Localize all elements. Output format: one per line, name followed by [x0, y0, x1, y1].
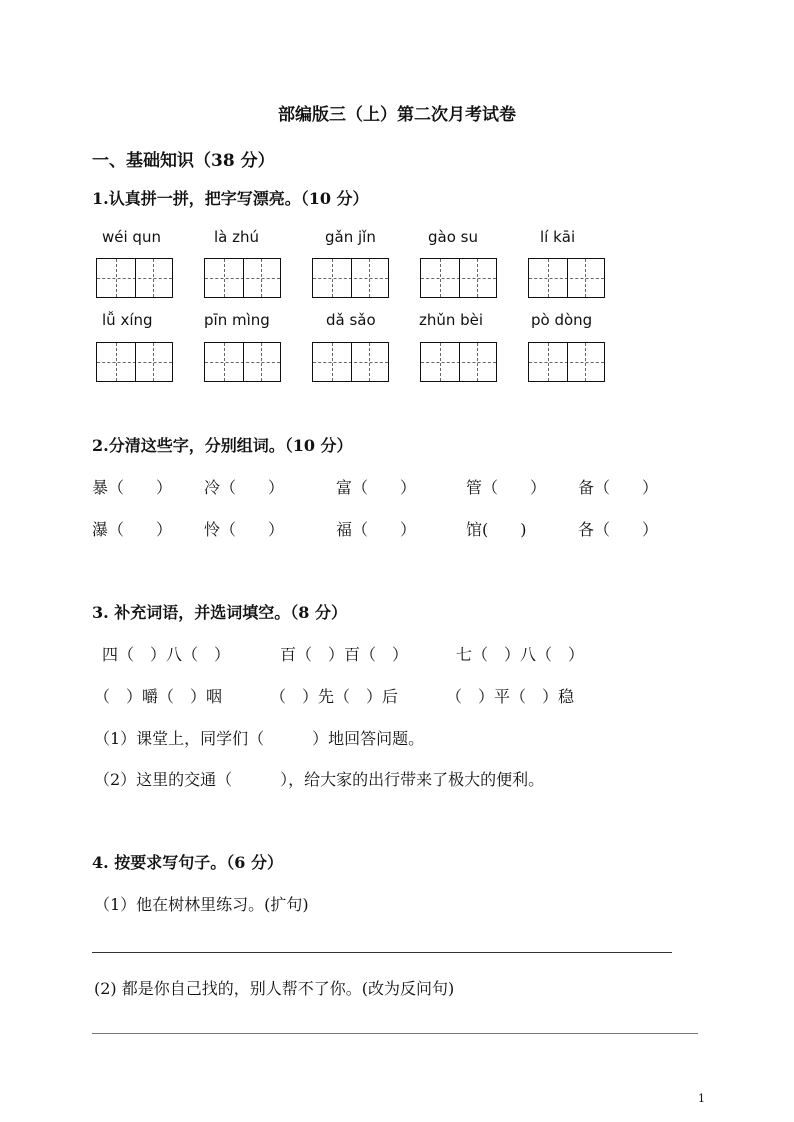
question-1-heading: 1.认真拼一拼，把字写漂亮。（10 分） — [92, 189, 369, 208]
writing-grid[interactable] — [96, 342, 173, 382]
word-blank[interactable]: 怜（ ） — [204, 520, 285, 539]
idiom-blank[interactable]: （ ）先（ ）后 — [270, 687, 399, 706]
page-number: 1 — [698, 1092, 705, 1105]
word-blank[interactable]: 备（ ） — [578, 478, 659, 497]
pinyin-label: dǎ sǎo — [326, 311, 376, 329]
pinyin-label: lǚ xíng — [102, 311, 153, 329]
pinyin-label: lí kāi — [540, 228, 576, 246]
writing-grid[interactable] — [528, 342, 605, 382]
writing-grid[interactable] — [312, 258, 389, 298]
pinyin-label: wéi qun — [102, 228, 161, 246]
word-blank[interactable]: 管（ ） — [466, 478, 547, 497]
idiom-blank[interactable]: 百（ ）百（ ） — [280, 645, 409, 664]
word-blank[interactable]: 冷（ ） — [204, 478, 285, 497]
pinyin-label: pīn mìng — [204, 311, 270, 329]
pinyin-label: gào su — [428, 228, 478, 246]
pinyin-label: pò dòng — [531, 311, 593, 329]
rewrite-prompt: (2) 都是你自己找的，别人帮不了你。(改为反问句) — [94, 979, 455, 998]
writing-grid[interactable] — [420, 258, 497, 298]
writing-grid[interactable] — [420, 342, 497, 382]
question-3-heading: 3. 补充词语，并选词填空。（8 分） — [92, 603, 347, 622]
writing-grid[interactable] — [528, 258, 605, 298]
question-4-heading: 4. 按要求写句子。（6 分） — [92, 853, 283, 872]
idiom-blank[interactable]: （ ）嚼（ ）咽 — [94, 687, 223, 706]
writing-grid[interactable] — [204, 258, 281, 298]
question-2-heading: 2.分清这些字，分别组词。（10 分） — [92, 436, 353, 455]
word-blank[interactable]: 瀑（ ） — [92, 520, 173, 539]
page-title: 部编版三（上）第二次月考试卷 — [278, 105, 516, 125]
word-blank[interactable]: 暴（ ） — [92, 478, 173, 497]
pinyin-label: gǎn jǐn — [325, 228, 376, 246]
section-heading: 一、基础知识（38 分） — [92, 151, 275, 171]
word-blank[interactable]: 富（ ） — [336, 478, 417, 497]
fill-sentence: （2）这里的交通（ ），给大家的出行带来了极大的便利。 — [94, 770, 545, 789]
writing-grid[interactable] — [204, 342, 281, 382]
idiom-blank[interactable]: 四（ ）八（ ） — [102, 645, 231, 664]
pinyin-label: zhǔn bèi — [419, 311, 484, 329]
word-blank[interactable]: 各（ ） — [578, 520, 659, 539]
fill-sentence: （1）课堂上，同学们（ ）地回答问题。 — [94, 729, 425, 748]
answer-line[interactable] — [92, 1033, 698, 1034]
writing-grid[interactable] — [312, 342, 389, 382]
answer-line[interactable] — [92, 952, 672, 953]
rewrite-prompt: （1）他在树林里练习。(扩句) — [94, 895, 309, 914]
pinyin-label: là zhú — [214, 228, 260, 246]
word-blank[interactable]: 福（ ） — [336, 520, 417, 539]
word-blank[interactable]: 馆( ) — [466, 520, 527, 539]
idiom-blank[interactable]: （ ）平（ ）稳 — [446, 687, 575, 706]
writing-grid[interactable] — [96, 258, 173, 298]
idiom-blank[interactable]: 七（ ）八（ ） — [456, 645, 585, 664]
